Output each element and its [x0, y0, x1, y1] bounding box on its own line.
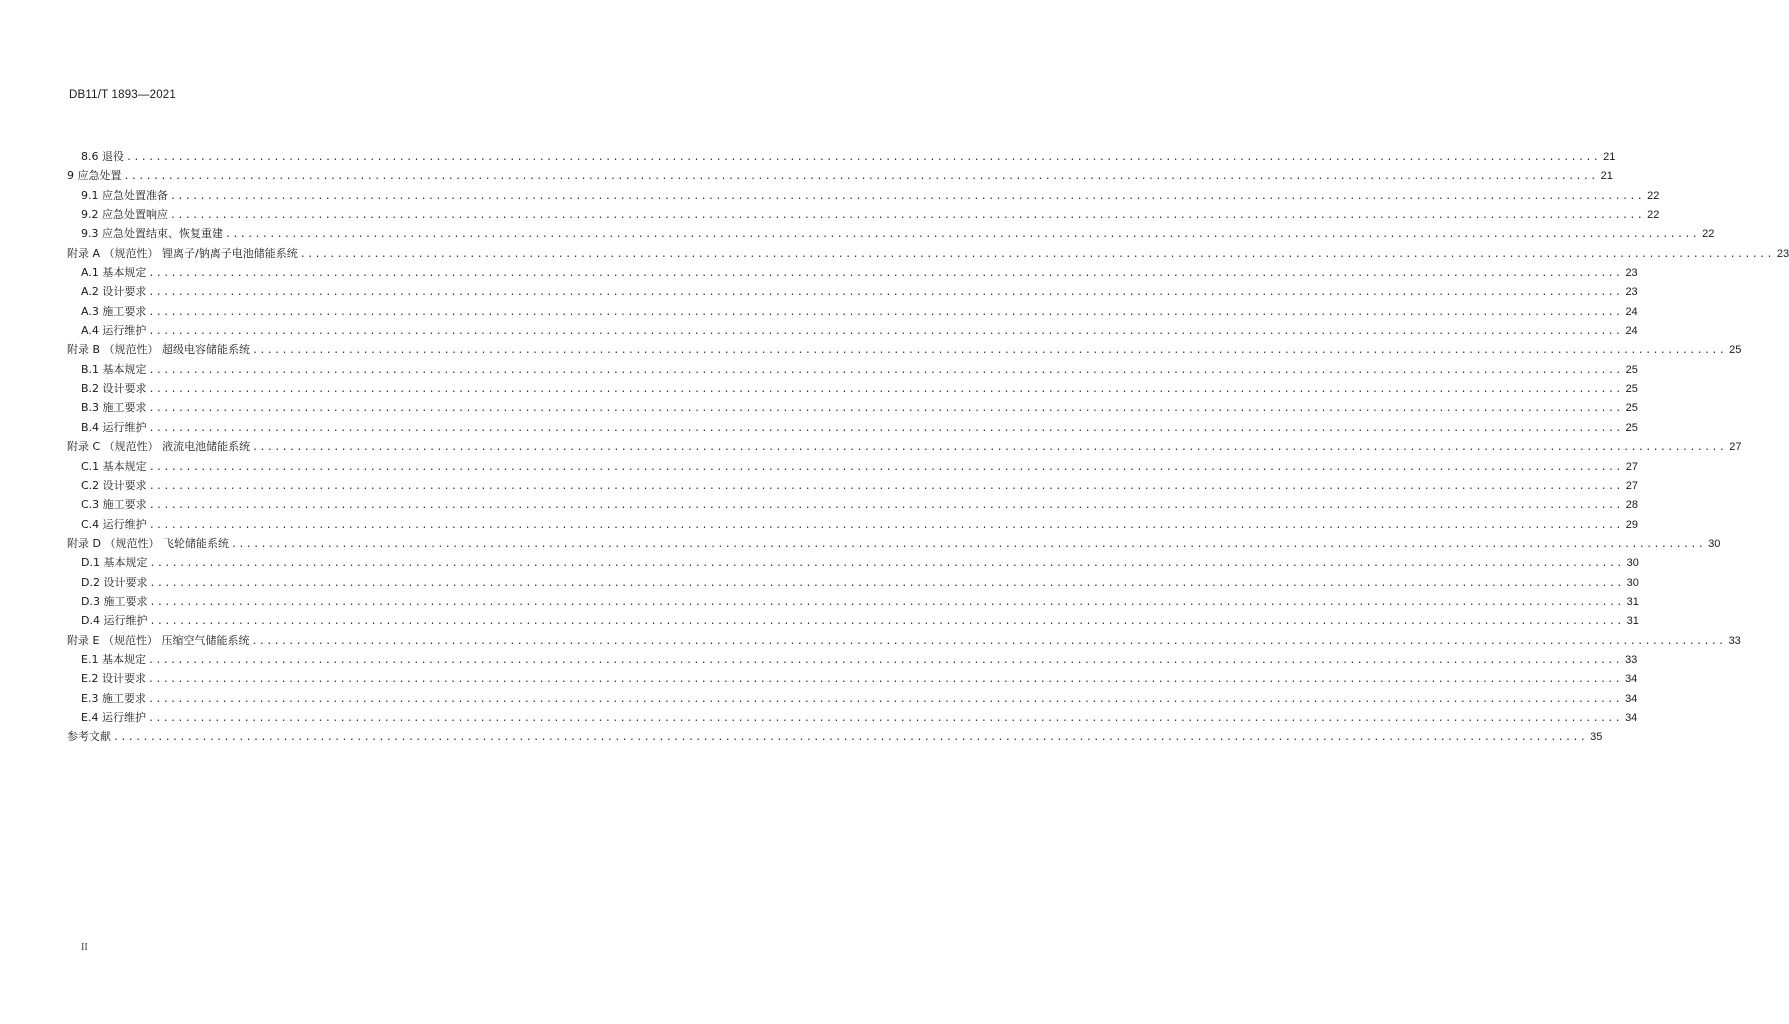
toc-entry-page-number: 25	[1625, 402, 1638, 415]
toc-entry[interactable]	[67, 361, 1638, 380]
toc-entry-page-number: 31	[1626, 595, 1639, 608]
toc-entry-title: C.2 设计要求	[81, 478, 147, 492]
page-number-footer: II	[81, 942, 88, 953]
toc-entry-page-number: 34	[1625, 711, 1638, 724]
toc-entry-page-number: 25	[1625, 421, 1638, 434]
toc-leader-dots: ........................................................................................................................................................................................................	[148, 287, 1623, 299]
toc-entry[interactable]	[67, 477, 1639, 496]
toc-entry-title: 9.3 应急处置结束、恢复重建	[81, 227, 223, 241]
toc-entry[interactable]	[67, 535, 1721, 554]
toc-entry-title: E.3 施工要求	[81, 691, 146, 705]
toc-entry-title: E.1 基本规定	[81, 652, 146, 666]
toc-leader-dots: ........................................................................................................................................................................................................	[126, 152, 1601, 163]
toc-entry-page-number: 34	[1625, 692, 1638, 705]
toc-leader-dots: ........................................................................................................................................................................................................	[148, 500, 1623, 512]
toc-entry[interactable]	[67, 283, 1638, 302]
toc-leader-dots: ........................................................................................................................................................................................................	[113, 732, 1588, 744]
toc-leader-dots: ........................................................................................................................................................................................................	[170, 210, 1645, 222]
document-code-header: DB11/T 1893—2021	[69, 89, 176, 101]
toc-entry-page-number: 33	[1728, 634, 1741, 647]
toc-entry[interactable]	[67, 399, 1638, 418]
toc-entry[interactable]	[67, 593, 1639, 612]
toc-entry-title: A.1 基本规定	[81, 266, 147, 280]
toc-leader-dots: ........................................................................................................................................................................................................	[148, 268, 1623, 280]
toc-entry[interactable]	[67, 303, 1638, 322]
toc-entry-page-number: 25	[1625, 363, 1638, 376]
toc-entry-title: 8.6 退役	[81, 150, 124, 163]
toc-entry-title: A.4 运行维护	[81, 324, 147, 338]
toc-entry-title: B.2 设计要求	[81, 382, 147, 396]
toc-entry-title: D.4 运行维护	[81, 614, 148, 628]
toc-leader-dots: ........................................................................................................................................................................................................	[251, 635, 1726, 647]
toc-entry-title: 附录 A （规范性） 锂离子/钠离子电池储能系统	[67, 246, 298, 260]
toc-entry-title: B.3 施工要求	[81, 401, 147, 415]
toc-entry[interactable]	[67, 419, 1638, 438]
toc-entry[interactable]	[67, 438, 1742, 457]
toc-leader-dots: ........................................................................................................................................................................................................	[148, 403, 1623, 415]
toc-entry-page-number: 24	[1625, 325, 1638, 338]
toc-entry-page-number: 21	[1600, 170, 1613, 183]
toc-leader-dots: ........................................................................................................................................................................................................	[148, 306, 1623, 318]
toc-entry-title: C.3 施工要求	[81, 498, 147, 512]
toc-entry-page-number: 23	[1625, 267, 1638, 280]
toc-entry-title: 附录 E （规范性） 压缩空气储能系统	[67, 633, 250, 647]
toc-entry-page-number: 28	[1625, 499, 1639, 512]
toc-leader-dots: ........................................................................................................................................................................................................	[299, 248, 1774, 260]
toc-entry-title: A.2 设计要求	[81, 285, 147, 299]
toc-entry-page-number: 22	[1647, 209, 1660, 222]
toc-entry[interactable]	[67, 612, 1639, 631]
toc-leader-dots: ........................................................................................................................................................................................................	[123, 171, 1598, 183]
toc-entry[interactable]	[67, 167, 1613, 186]
toc-entry[interactable]	[67, 148, 1616, 167]
toc-entry[interactable]	[67, 670, 1638, 689]
toc-entry-page-number: 23	[1625, 286, 1638, 299]
toc-entry-page-number: 21	[1603, 151, 1616, 163]
toc-entry-page-number: 23	[1776, 247, 1789, 260]
toc-leader-dots: ........................................................................................................................................................................................................	[149, 577, 1624, 589]
toc-leader-dots: ........................................................................................................................................................................................................	[147, 674, 1623, 686]
toc-entry-title: 9.1 应急处置准备	[81, 188, 168, 202]
toc-leader-dots: ........................................................................................................................................................................................................	[148, 461, 1623, 473]
toc-entry[interactable]	[67, 458, 1639, 477]
toc-entry[interactable]	[67, 245, 1789, 264]
toc-entry-page-number: 27	[1625, 460, 1639, 473]
toc-entry[interactable]	[67, 496, 1639, 515]
toc-entry[interactable]	[67, 341, 1742, 360]
toc-entry-title: C.4 运行维护	[81, 517, 147, 531]
toc-entry-title: E.2 设计要求	[81, 672, 146, 686]
toc-leader-dots: ........................................................................................................................................................................................................	[170, 190, 1645, 202]
toc-leader-dots: ........................................................................................................................................................................................................	[149, 616, 1624, 628]
toc-leader-dots: ........................................................................................................................................................................................................	[225, 229, 1700, 241]
toc-entry-title: D.1 基本规定	[81, 556, 148, 570]
toc-entry[interactable]	[67, 516, 1639, 535]
toc-leader-dots: ........................................................................................................................................................................................................	[147, 693, 1623, 705]
toc-entry[interactable]	[67, 206, 1660, 225]
toc-entry-title: 9.2 应急处置响应	[81, 208, 168, 222]
toc-entry-page-number: 22	[1702, 228, 1715, 241]
toc-leader-dots: ........................................................................................................................................................................................................	[147, 712, 1623, 724]
toc-entry-title: 附录 C （规范性） 液流电池储能系统	[67, 440, 251, 454]
toc-entry[interactable]	[67, 554, 1639, 573]
toc-leader-dots: ........................................................................................................................................................................................................	[148, 519, 1623, 531]
toc-entry-page-number: 30	[1626, 557, 1639, 570]
toc-entry-title: E.4 运行维护	[81, 710, 146, 724]
toc-entry-page-number: 30	[1626, 576, 1639, 589]
toc-entry-title: 附录 D （规范性） 飞轮储能系统	[67, 536, 229, 550]
toc-leader-dots: ........................................................................................................................................................................................................	[149, 596, 1624, 608]
toc-entry-page-number: 27	[1729, 441, 1742, 454]
toc-leader-dots: ........................................................................................................................................................................................................	[147, 654, 1623, 666]
toc-leader-dots: ........................................................................................................................................................................................................	[148, 480, 1623, 492]
toc-entry[interactable]	[67, 632, 1741, 651]
toc-entry-page-number: 30	[1708, 537, 1721, 550]
toc-entry-title: 参考文献	[67, 730, 111, 744]
toc-entry-page-number: 31	[1626, 615, 1639, 628]
toc-entry[interactable]	[67, 574, 1639, 593]
toc-entry-title: A.3 施工要求	[81, 304, 147, 318]
table-of-contents	[67, 148, 1789, 748]
toc-entry[interactable]	[67, 187, 1660, 206]
toc-entry-page-number: 34	[1625, 673, 1638, 686]
toc-leader-dots: ........................................................................................................................................................................................................	[148, 422, 1623, 434]
toc-entry-page-number: 24	[1625, 305, 1638, 318]
toc-entry-page-number: 25	[1729, 344, 1742, 357]
toc-entry-title: 附录 B （规范性） 超级电容储能系统	[67, 343, 251, 357]
toc-entry[interactable]	[67, 264, 1638, 283]
toc-entry[interactable]	[67, 728, 1603, 747]
toc-entry-page-number: 22	[1647, 189, 1660, 202]
toc-entry-page-number: 33	[1625, 653, 1638, 666]
toc-leader-dots: ........................................................................................................................................................................................................	[148, 326, 1623, 338]
toc-entry-title: B.1 基本规定	[81, 362, 147, 376]
toc-entry-title: D.3 施工要求	[81, 594, 148, 608]
toc-leader-dots: ........................................................................................................................................................................................................	[148, 364, 1623, 376]
toc-entry[interactable]	[67, 225, 1715, 244]
toc-entry-title: C.1 基本规定	[81, 459, 147, 473]
toc-entry-title: 9 应急处置	[67, 169, 122, 183]
toc-entry-title: D.2 设计要求	[81, 575, 148, 589]
toc-entry-page-number: 35	[1590, 731, 1603, 744]
toc-leader-dots: ........................................................................................................................................................................................................	[230, 538, 1706, 550]
toc-leader-dots: ........................................................................................................................................................................................................	[149, 558, 1624, 570]
toc-entry[interactable]	[67, 322, 1638, 341]
toc-entry-title: B.4 运行维护	[81, 420, 147, 434]
toc-leader-dots: ........................................................................................................................................................................................................	[252, 345, 1727, 357]
toc-entry-page-number: 27	[1625, 479, 1639, 492]
toc-entry-page-number: 25	[1625, 383, 1638, 396]
toc-entry[interactable]	[67, 651, 1638, 670]
toc-entry-page-number: 29	[1625, 518, 1639, 531]
toc-leader-dots: ........................................................................................................................................................................................................	[252, 442, 1727, 454]
toc-entry[interactable]	[67, 690, 1638, 709]
toc-entry[interactable]	[67, 380, 1638, 399]
toc-entry[interactable]	[67, 709, 1638, 728]
toc-leader-dots: ........................................................................................................................................................................................................	[148, 384, 1623, 396]
